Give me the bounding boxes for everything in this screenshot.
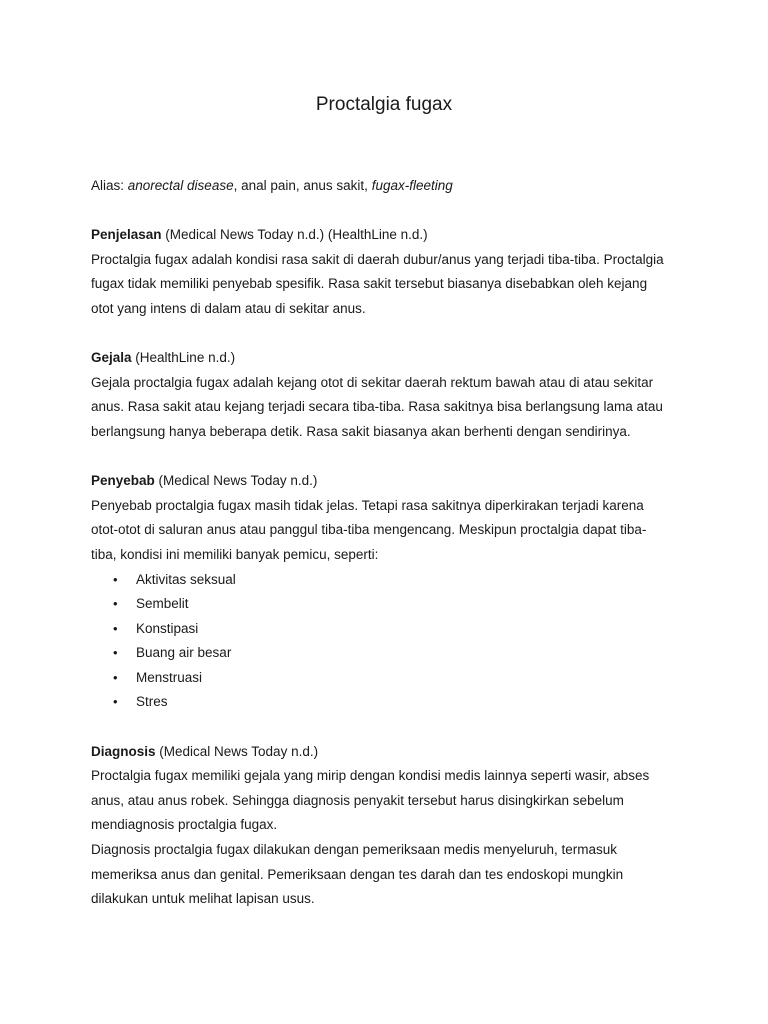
paragraph-line: otot yang intens di dalam atau di sekitar anus. <box>91 300 366 316</box>
list-item-text: Konstipasi <box>136 620 199 636</box>
section-source: (HealthLine n.d.) <box>131 350 236 366</box>
alias-line <box>91 174 691 199</box>
list-item <box>91 568 691 593</box>
paragraph-line: dilakukan untuk melihat lapisan usus. <box>91 891 315 907</box>
spacer <box>91 322 691 347</box>
paragraph-line: fugax tidak memiliki penyebab spesifik. Rasa sakit tersebut biasanya disebabkan oleh kejang <box>91 276 648 292</box>
paragraph-line: Penyebab proctalgia fugax masih tidak jelas. Tetapi rasa sakitnya diperkirakan terjadi karena <box>91 497 644 513</box>
paragraph-line: tiba, kondisi ini memiliki banyak pemicu, seperti: <box>91 546 379 562</box>
paragraph-line: memeriksa anus dan genital. Pemeriksaan dengan tes darah dan tes endoskopi mungkin <box>91 866 624 882</box>
paragraph-line: anus. Rasa sakit atau kejang terjadi secara tiba-tiba. Rasa sakitnya bisa berlangsung lama atau <box>91 399 663 415</box>
paragraph-line: Proctalgia fugax memiliki gejala yang mirip dengan kondisi medis lainnya seperti wasir, abses <box>91 768 650 784</box>
list-item <box>91 690 691 715</box>
section-title: Gejala <box>91 350 132 366</box>
list-item-text: Aktivitas seksual <box>136 571 236 587</box>
section-source: (Medical News Today n.d.) <box>154 473 318 489</box>
bullet-icon: • <box>113 669 118 685</box>
list-item <box>91 641 691 666</box>
alias-term-fugax: fugax-fleeting <box>371 178 453 193</box>
section-title: Diagnosis <box>91 743 156 759</box>
bullet-icon: • <box>113 620 118 636</box>
paragraph-line: mendiagnosis proctalgia fugax. <box>91 817 278 833</box>
page-title: Proctalgia fugax <box>315 94 453 115</box>
trigger-list <box>91 568 691 716</box>
alias-term-anorectal: anorectal disease <box>127 178 234 193</box>
list-item-text: Sembelit <box>136 596 189 612</box>
section-heading-gejala <box>91 346 691 371</box>
alias-label: Alias: <box>91 178 128 193</box>
list-item <box>91 592 691 617</box>
alias-terms-plain: , anal pain, anus sakit, <box>233 178 372 193</box>
list-item-text: Menstruasi <box>136 669 203 685</box>
section-heading-diagnosis <box>91 740 691 765</box>
section-source: (Medical News Today n.d.) (HealthLine n.d.) <box>161 227 428 243</box>
spacer <box>91 199 691 224</box>
paragraph-line: anus, atau anus robek. Sehingga diagnosis penyakit tersebut harus disingkirkan sebelum <box>91 792 624 808</box>
section-source: (Medical News Today n.d.) <box>155 743 319 759</box>
bullet-icon: • <box>113 571 118 587</box>
section-title: Penjelasan <box>91 227 162 243</box>
paragraph-line: Proctalgia fugax adalah kondisi rasa sakit di daerah dubur/anus yang terjadi tiba-tiba. Proctalgia <box>91 251 664 267</box>
bullet-icon: • <box>113 645 118 661</box>
bullet-icon: • <box>113 694 118 710</box>
spacer <box>91 715 691 740</box>
list-item <box>91 617 691 642</box>
paragraph-line: Diagnosis proctalgia fugax dilakukan dengan pemeriksaan medis menyeluruh, termasuk <box>91 842 618 858</box>
spacer <box>91 445 691 470</box>
list-item-text: Stres <box>136 694 168 710</box>
paragraph-line: otot-otot di saluran anus atau panggul tiba-tiba mengencang. Meskipun proctalgia dapat tiba- <box>91 522 647 538</box>
paragraph-line: Gejala proctalgia fugax adalah kejang otot di sekitar daerah rektum bawah atau di atau sekitar <box>91 374 654 390</box>
section-heading-penjelasan <box>91 223 691 248</box>
document-body <box>91 174 691 912</box>
bullet-icon: • <box>113 596 118 612</box>
paragraph-line: berlangsung hanya beberapa detik. Rasa sakit biasanya akan berhenti dengan sendirinya. <box>91 423 631 439</box>
list-item <box>91 666 691 691</box>
section-title: Penyebab <box>91 473 155 489</box>
list-item-text: Buang air besar <box>136 645 232 661</box>
section-heading-penyebab <box>91 469 691 494</box>
